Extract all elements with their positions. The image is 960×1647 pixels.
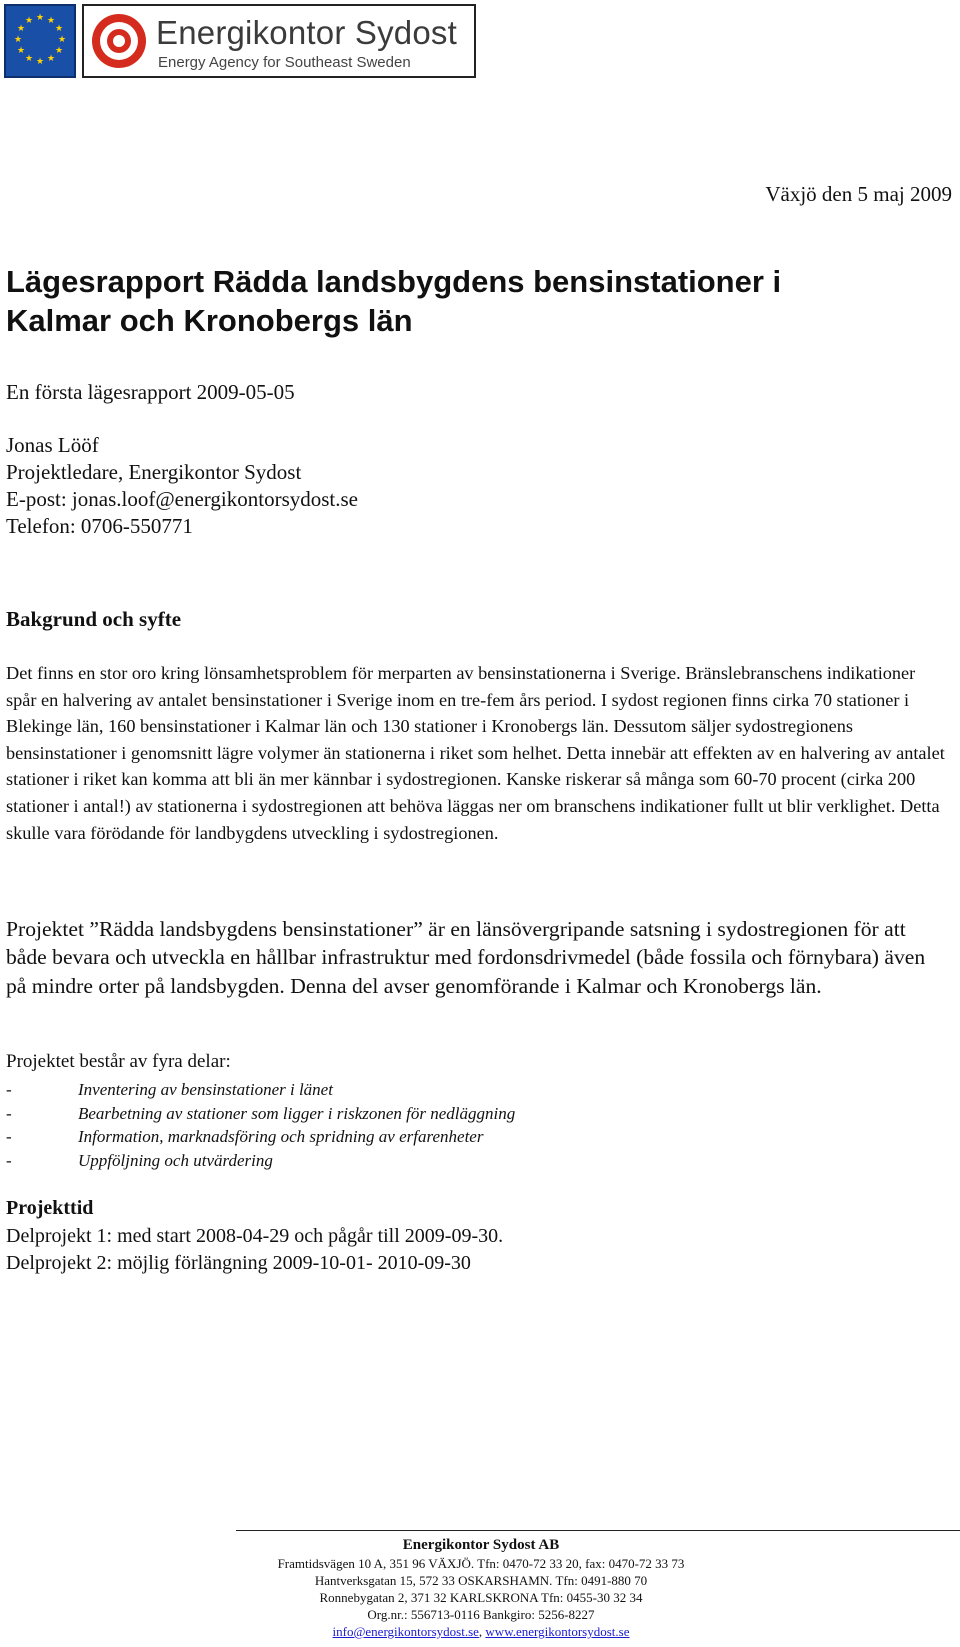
svg-text:★: ★ [16,24,26,34]
list-item [6,1125,515,1149]
svg-text:★: ★ [35,13,45,23]
document-title: Lägesrapport Rädda landsbygdens bensinstationer i Kalmar och Kronobergs län [6,264,782,338]
footer-company: Energikontor Sydost AB [402,1537,560,1553]
energikontor-logo-icon [90,12,148,70]
author-name: Jonas Lööf [6,433,99,457]
background-paragraph: Det finns en stor oro kring lönsamhetsproblem för merparten av bensinstationerna i Sverige. Bränslebranschens indikationer spår en halvering av antalet bensinstationer i Sverige inom en tre-fem års period. I sydost regionen finns cirka 70 stationer i Blekinge län, 160 bensinstationer i Kalmar län och 130 stationer i Kronobergs län. Dessutom säljer sydostregionens bensinstationer i genomsnitt lägre volymer än stationerna i riket som helhet. Detta innebär att effekten av en halvering av antalet stationer i riket kan komma att bli än mer kännbar i sydostregionen. Kanske riskerar så många som 60-70 procent (cirka 200 stationer i antal!) av stationerna i sydostregionen att behöva läggas ner om branschens indikationer fullt ut blir verklighet. Detta skulle vara förödande för landbygdens utveckling i sydostregionen. [6,663,945,843]
phase-2: Delprojekt 2: möjlig förlängning 2009-10-01- 2010-09-30 [6,1252,471,1274]
footer-link-separator: , [478,1624,486,1639]
footer-website-link[interactable]: www.energikontorsydost.se [485,1624,630,1639]
author-role: Projektledare, Energikontor Sydost [6,460,302,484]
svg-text:★: ★ [54,24,64,34]
author-phone: Telefon: 0706-550771 [6,514,193,538]
date-line: Växjö den 5 maj 2009 [765,182,952,206]
author-block [6,432,358,540]
list-item [6,1149,515,1173]
project-phases [6,1223,503,1277]
eu-flag-icon [4,4,76,78]
svg-text:★: ★ [24,54,34,64]
parts-intro: Projektet består av fyra delar: [6,1051,231,1072]
list-dash: - [6,1150,12,1170]
document-subtitle: En första lägesrapport 2009-05-05 [6,380,295,404]
list-item-text: Inventering av bensinstationer i länet [78,1080,333,1099]
list-item-text: Information, marknadsföring och spridning av erfarenheter [78,1127,484,1146]
logo-bar [4,4,476,80]
author-email: E-post: jonas.loof@energikontorsydost.se [6,487,358,511]
svg-text:★: ★ [13,35,23,45]
list-item-text: Uppföljning och utvärdering [78,1150,273,1170]
footer [236,1536,726,1640]
svg-text:★: ★ [46,54,56,64]
section-heading-background: Bakgrund och syfte [6,607,182,631]
list-item [6,1078,515,1102]
energikontor-logo [82,4,476,78]
footer-email-link[interactable]: info@energikontorsydost.se [332,1624,479,1639]
footer-org-number: Org.nr.: 556713-0116 Bankgiro: 5256-8227 [367,1607,595,1622]
footer-divider [236,1530,960,1531]
section-heading-project-time: Projekttid [6,1197,94,1219]
list-item [6,1102,515,1126]
footer-address-oskarshamn: Hantverksgatan 15, 572 33 OSKARSHAMN. Tfn: 0491-880 70 [314,1573,648,1588]
svg-text:★: ★ [57,35,67,45]
footer-address-vaxjo: Framtidsvägen 10 A, 351 96 VÄXJÖ. Tfn: 0470-72 33 20, fax: 0470-72 33 73 [277,1556,685,1571]
svg-text:★: ★ [54,46,64,56]
footer-address-karlskrona: Ronnebygatan 2, 371 32 KARLSKRONA Tfn: 0455-30 32 34 [319,1590,643,1605]
project-paragraph: Projektet ”Rädda landsbygdens bensinstationer” är en länsövergripande satsning i sydostregionen för att både bevara och utveckla en hållbar infrastruktur med fordonsdrivmedel (både fossila och förnybara) även på mindre orter på landsbygden. Denna del avser genomförande i Kalmar och Kronobergs län. [6,917,926,998]
svg-text:★: ★ [35,57,45,67]
footer-links [236,1623,726,1640]
svg-text:★: ★ [16,46,26,56]
parts-list [6,1078,515,1172]
phase-1: Delprojekt 1: med start 2008-04-29 och pågår till 2009-09-30. [6,1225,504,1247]
svg-text:★: ★ [46,16,56,26]
brand-tagline: Energy Agency for Southeast Sweden [158,54,411,71]
list-dash: - [6,1127,12,1146]
list-dash: - [6,1103,12,1123]
list-item-text: Bearbetning av stationer som ligger i riskzonen för nedläggning [78,1103,516,1123]
brand-name: Energikontor Sydost [156,14,457,51]
list-dash: - [6,1080,12,1099]
svg-text:★: ★ [24,16,34,26]
